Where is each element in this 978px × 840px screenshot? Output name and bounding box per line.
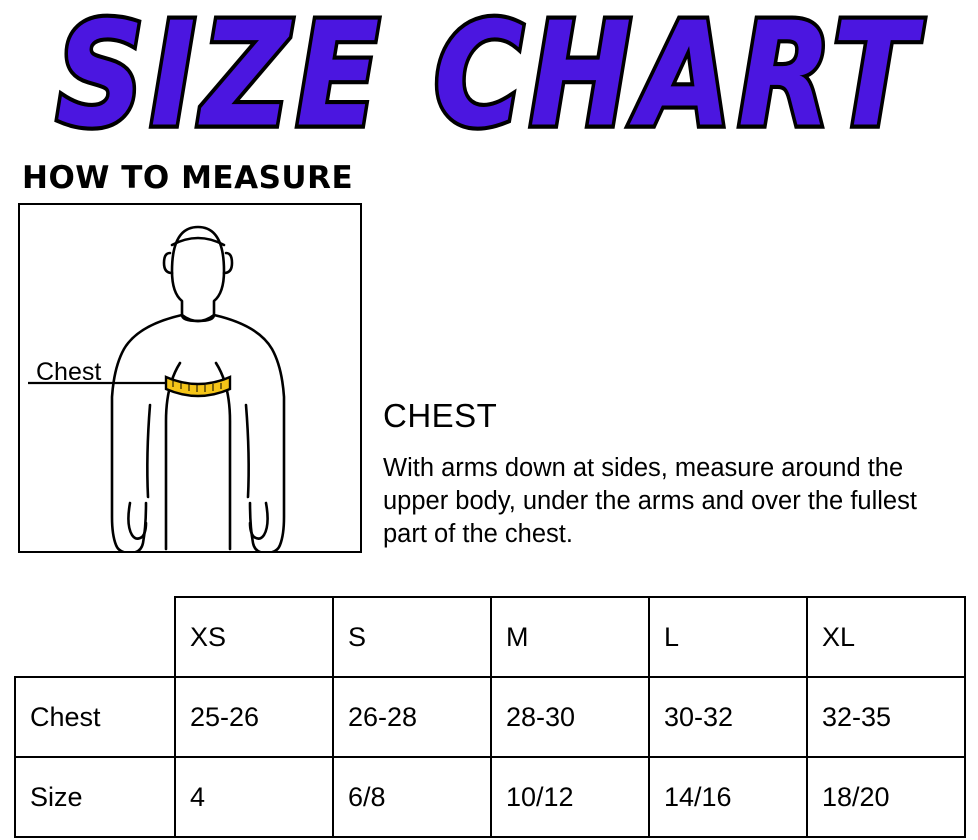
- cell-chest-xs: 25-26: [175, 677, 333, 757]
- cell-chest-xl: 32-35: [807, 677, 965, 757]
- table-header-cell-s: S: [333, 597, 491, 677]
- how-to-measure-heading: HOW TO MEASURE: [22, 160, 354, 196]
- cell-size-s: 6/8: [333, 757, 491, 837]
- cell-chest-s: 26-28: [333, 677, 491, 757]
- cell-size-m: 10/12: [491, 757, 649, 837]
- description-heading: CHEST: [383, 397, 498, 434]
- figure-chest-label: Chest: [36, 358, 102, 386]
- table-header-cell-xl: XL: [807, 597, 965, 677]
- table-header-cell-l: L: [649, 597, 807, 677]
- table-row: [15, 757, 965, 837]
- cell-size-xs: 4: [175, 757, 333, 837]
- table-row: [15, 677, 965, 757]
- description-body: With arms down at sides, measure around the upper body, under the arms and over the fullest part of the chest.: [383, 454, 917, 548]
- table-header-row: [15, 597, 965, 677]
- cell-size-l: 14/16: [649, 757, 807, 837]
- table-header-cell-0: [15, 597, 175, 677]
- table-header-cell-xs: XS: [175, 597, 333, 677]
- cell-chest-m: 28-30: [491, 677, 649, 757]
- row-label-size: Size: [15, 757, 175, 837]
- size-table: [14, 596, 966, 838]
- cell-chest-l: 30-32: [649, 677, 807, 757]
- cell-size-xl: 18/20: [807, 757, 965, 837]
- page-title-container: [0, 0, 978, 159]
- page-title: SIZE CHART: [56, 0, 922, 159]
- row-label-chest: Chest: [15, 677, 175, 757]
- table-header-cell-m: M: [491, 597, 649, 677]
